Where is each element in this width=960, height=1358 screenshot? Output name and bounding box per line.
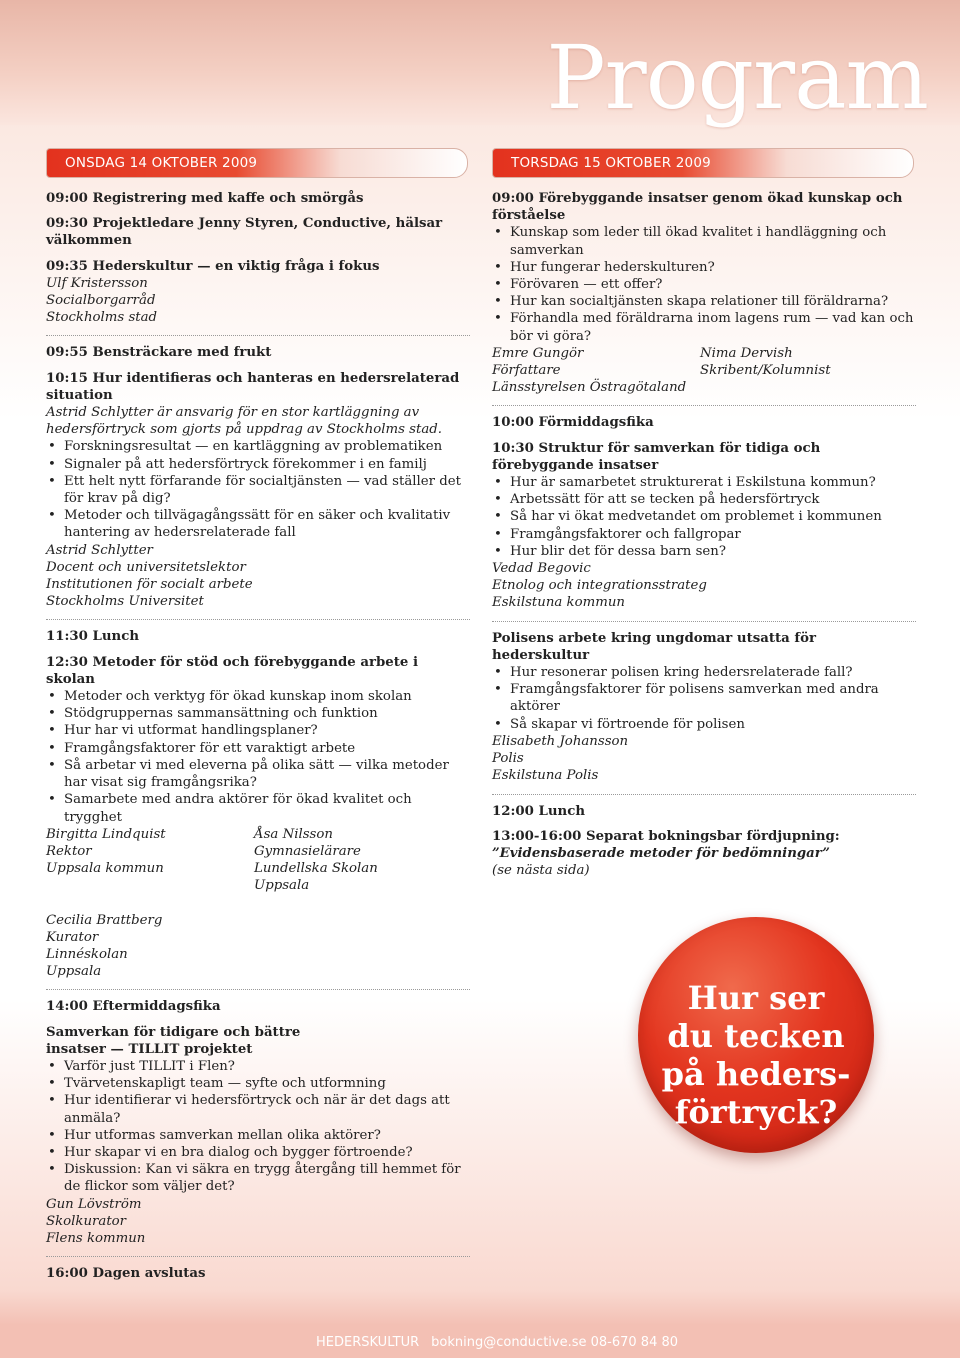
session-description: Astrid Schlytter är ansvarig för en stor kartläggning av hedersförtryck som gjorts på uppdrag av Stockholms stad. bbox=[46, 405, 443, 438]
list-item: • Hur kan socialtjänsten skapa relationer till föräldrarna? bbox=[492, 293, 916, 310]
speaker-city: Uppsala bbox=[254, 878, 310, 894]
divider bbox=[492, 621, 916, 622]
list-item: • Framgångsfaktorer och fallgropar bbox=[492, 526, 916, 543]
list-item: • Framgångsfaktorer för ett varaktigt arbete bbox=[46, 740, 470, 757]
day2-header bbox=[492, 148, 914, 178]
day2-column bbox=[492, 190, 916, 879]
list-item: • Forskningsresultat — en kartläggning av problematiken bbox=[46, 438, 470, 455]
speaker-role: Gymnasielärare bbox=[254, 843, 361, 859]
speaker-org: Stockholms stad bbox=[46, 310, 158, 326]
speaker-name: Åsa Nilsson bbox=[254, 826, 333, 842]
promo-text bbox=[638, 979, 874, 1131]
list-item: • Förövaren — ett offer? bbox=[492, 276, 916, 293]
bullet-list bbox=[492, 224, 916, 344]
agenda-item: 09:55 Bensträckare med frukt bbox=[46, 345, 272, 361]
list-item: • Tvärvetenskapligt team — syfte och utformning bbox=[46, 1075, 470, 1092]
speaker-org: Eskilstuna Polis bbox=[492, 768, 599, 784]
divider bbox=[46, 619, 470, 620]
agenda-item: 09:35 Hederskultur — en viktig fråga i fokus bbox=[46, 258, 380, 274]
divider bbox=[46, 335, 470, 336]
agenda-subtitle: ”Evidensbaserade metoder för bedömningar” bbox=[492, 845, 830, 861]
promo-circle bbox=[638, 917, 874, 1153]
speaker-role: Författare bbox=[492, 363, 561, 379]
speaker-org: Stockholms Universitet bbox=[46, 594, 204, 610]
list-item: • Hur har vi utformat handlingsplaner? bbox=[46, 722, 470, 739]
list-item: • Hur utformas samverkan mellan olika aktörer? bbox=[46, 1127, 470, 1144]
speaker-role: Skolkurator bbox=[46, 1213, 127, 1229]
speaker-city: Uppsala bbox=[46, 964, 102, 980]
list-item: • Signaler på att hedersförtryck förekommer i en familj bbox=[46, 456, 470, 473]
promo-line: förtryck? bbox=[674, 1093, 838, 1131]
speaker-name: Vedad Begovic bbox=[492, 561, 591, 577]
speaker-role: Skribent/Kolumnist bbox=[700, 363, 831, 379]
speaker-name: Astrid Schlytter bbox=[46, 542, 153, 558]
divider bbox=[492, 405, 916, 406]
list-item: • Så skapar vi förtroende för polisen bbox=[492, 716, 916, 733]
promo-line: Hur ser bbox=[687, 979, 825, 1017]
speaker-name: Nima Dervish bbox=[700, 345, 793, 361]
agenda-item: Polisens arbete kring ungdomar utsatta för hederskultur bbox=[492, 630, 816, 663]
list-item: • Samarbete med andra aktörer för ökad kvalitet och trygghet bbox=[46, 791, 470, 825]
speaker-org: Lundellska Skolan bbox=[254, 861, 378, 877]
list-item: • Hur resonerar polisen kring hedersrelaterade fall? bbox=[492, 664, 916, 681]
agenda-item: 12:30 Metoder för stöd och förebyggande arbete i skolan bbox=[46, 654, 419, 687]
list-item: • Hur är samarbetet strukturerat i Eskilstuna kommun? bbox=[492, 474, 916, 491]
speaker-org: Eskilstuna kommun bbox=[492, 595, 625, 611]
agenda-item: 10:30 Struktur för samverkan för tidiga och förebyggande insatser bbox=[492, 440, 821, 473]
list-item: • Så har vi ökat medvetandet om problemet i kommunen bbox=[492, 508, 916, 525]
speaker-org: Institutionen för socialt arbete bbox=[46, 577, 253, 593]
list-item: • Hur fungerar hederskulturen? bbox=[492, 259, 916, 276]
speaker-org: Flens kommun bbox=[46, 1230, 146, 1246]
list-item: • Förhandla med föräldrarna inom lagens rum — vad kan och bör vi göra? bbox=[492, 310, 916, 344]
speaker-role: Docent och universitetslektor bbox=[46, 559, 246, 575]
speaker-name: Ulf Kristersson bbox=[46, 275, 148, 291]
agenda-item: 10:00 Förmiddagsfika bbox=[492, 415, 654, 431]
list-item: • Ett helt nytt förfarande för socialtjänsten — vad ställer det för krav på dig? bbox=[46, 473, 470, 507]
bullet-list bbox=[46, 688, 470, 826]
list-item: • Diskussion: Kan vi säkra en trygg återgång till hemmet för de flickor som väljer det? bbox=[46, 1161, 470, 1195]
divider bbox=[46, 1256, 470, 1257]
list-item: • Arbetssätt för att se tecken på hedersförtryck bbox=[492, 491, 916, 508]
list-item: • Varför just TILLIT i Flen? bbox=[46, 1058, 470, 1075]
speaker-name: Elisabeth Johansson bbox=[492, 733, 629, 749]
agenda-item: 09:00 Förebyggande insatser genom ökad kunskap och förståelse bbox=[492, 191, 903, 224]
speaker-org: Linnéskolan bbox=[46, 946, 128, 962]
agenda-item: 10:15 Hur identifieras och hanteras en hedersrelaterad situation bbox=[46, 370, 460, 403]
speaker-name: Emre Gungör bbox=[492, 345, 584, 361]
list-item: • Metoder och tillvägagångssätt för en säker och kvalitativ hantering av hedersrelaterade fall bbox=[46, 507, 470, 541]
agenda-note: (se nästa sida) bbox=[492, 863, 590, 879]
speaker-role: Rektor bbox=[46, 843, 92, 859]
page-title: Program bbox=[546, 26, 928, 129]
speaker-name: Gun Lövström bbox=[46, 1196, 142, 1212]
footer bbox=[316, 1335, 690, 1350]
speaker-role: Socialborgarråd bbox=[46, 293, 156, 309]
speaker-role: Etnolog och integrationsstrateg bbox=[492, 578, 707, 594]
speaker-name: Birgitta Lindquist bbox=[46, 826, 166, 842]
day1-header bbox=[46, 148, 468, 178]
bullet-list bbox=[46, 1058, 470, 1196]
speaker-role: Kurator bbox=[46, 929, 99, 945]
list-item: • Hur identifierar vi hedersförtryck och när är det dags att anmäla? bbox=[46, 1092, 470, 1126]
bullet-list bbox=[492, 474, 916, 560]
promo-line: på heders- bbox=[661, 1055, 851, 1093]
agenda-item: 09:00 Registrering med kaffe och smörgås bbox=[46, 191, 364, 206]
footer-brand: HEDERSKULTUR bbox=[316, 1335, 420, 1350]
agenda-item: 14:00 Eftermiddagsfika bbox=[46, 999, 221, 1015]
bullet-list bbox=[46, 438, 470, 541]
day2-header-label: TORSDAG 15 OKTOBER 2009 bbox=[511, 155, 711, 171]
list-item: • Hur skapar vi en bra dialog och bygger förtroende? bbox=[46, 1144, 470, 1161]
list-item: • Kunskap som leder till ökad kvalitet i handläggning och samverkan bbox=[492, 224, 916, 258]
day1-column bbox=[46, 190, 470, 1282]
promo-line: du tecken bbox=[667, 1017, 845, 1055]
speaker-pair bbox=[492, 345, 916, 379]
footer-contact: bokning@conductive.se 08-670 84 80 bbox=[431, 1335, 679, 1350]
agenda-item: 16:00 Dagen avslutas bbox=[46, 1266, 206, 1282]
list-item: • Metoder och verktyg för ökad kunskap inom skolan bbox=[46, 688, 470, 705]
list-item: • Hur blir det för dessa barn sen? bbox=[492, 543, 916, 560]
agenda-item: 11:30 Lunch bbox=[46, 629, 139, 645]
day1-header-label: ONSDAG 14 OKTOBER 2009 bbox=[65, 155, 258, 171]
speaker-pair bbox=[46, 826, 470, 895]
list-item: • Stödgruppernas sammansättning och funktion bbox=[46, 705, 470, 722]
speaker-role: Polis bbox=[492, 751, 524, 767]
divider bbox=[46, 989, 470, 990]
speaker-org: Uppsala kommun bbox=[46, 861, 164, 877]
list-item: • Framgångsfaktorer för polisens samverkan med andra aktörer bbox=[492, 681, 916, 715]
divider bbox=[492, 794, 916, 795]
speaker-name: Cecilia Brattberg bbox=[46, 912, 163, 928]
agenda-item: 12:00 Lunch bbox=[492, 803, 585, 819]
agenda-item: 13:00-16:00 Separat bokningsbar fördjupning: bbox=[492, 828, 840, 844]
speaker-org: Länsstyrelsen Östragötaland bbox=[492, 380, 687, 396]
agenda-item: 09:30 Projektledare Jenny Styren, Conductive, hälsar välkommen bbox=[46, 216, 443, 249]
list-item: • Så arbetar vi med eleverna på olika sätt — vilka metoder har visat sig framgångsrika? bbox=[46, 757, 470, 791]
agenda-item: Samverkan för tidigare och bättre insatser — TILLIT projektet bbox=[46, 1024, 301, 1057]
bullet-list bbox=[492, 664, 916, 733]
